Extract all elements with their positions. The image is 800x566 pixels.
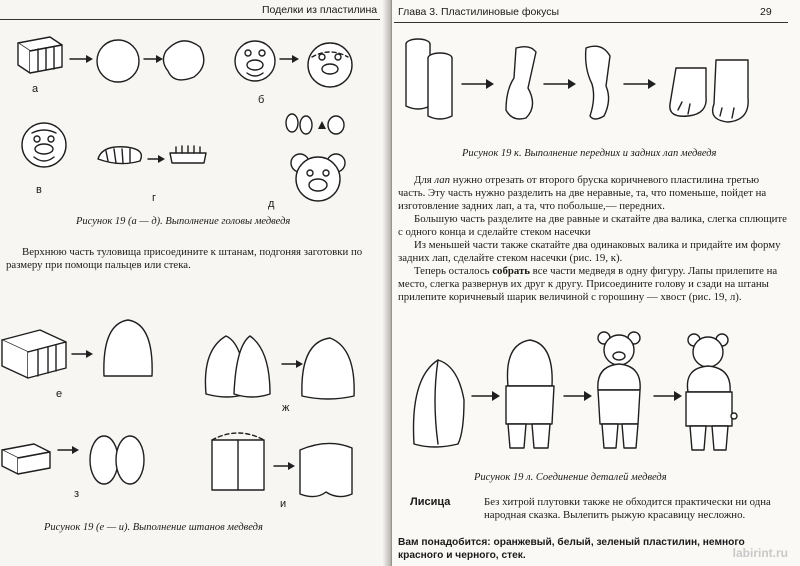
section-title: Лисица: [410, 496, 451, 508]
paragraph-1: [398, 174, 788, 213]
left-running-header: Поделки из пластилина: [262, 4, 378, 16]
section-text: Без хитрой плутовки также не обходится практически ни одна народная сказка. Вылепить рыжую красавицу несложно.: [484, 496, 771, 521]
caption-legs: Рисунок 19 к. Выполнение передних и задних лап медведя: [462, 148, 717, 159]
p1-emphasis: лап: [434, 174, 451, 186]
label-b: б: [258, 94, 265, 106]
label-g: г: [152, 192, 157, 204]
label-e: е: [56, 388, 63, 400]
p1-pre: Для: [414, 174, 435, 186]
page-number: 29: [760, 6, 772, 18]
left-page: [0, 0, 392, 566]
label-v: в: [36, 184, 42, 196]
paragraph-2: Большую часть разделите на две равные и скатайте два валика, слегка сплющите с одного конца и сделайте стеком насечки: [398, 213, 787, 238]
materials-line: Вам понадобится: оранжевый, белый, зеленый пластилин, немного красного и черного, стек.: [398, 537, 745, 561]
legs-figure: [398, 28, 788, 138]
left-header-rule: [0, 19, 380, 20]
right-running-header: Глава 3. Пластилиновые фокусы: [398, 6, 560, 18]
label-i: и: [280, 498, 287, 510]
caption-head: Рисунок 19 (а — д). Выполнение головы медведя: [76, 216, 291, 227]
right-body-text: [398, 174, 788, 304]
p1-post: нужно отрезать от второго бруска коричневого пластилина третью часть. Эту часть нужно разделить на две неравные, та, что поменьше, пойдет на изготовление задних лап, а та, что побольше,— передних.: [398, 174, 767, 212]
caption-assembly: Рисунок 19 л. Соединение деталей медведя: [474, 472, 667, 483]
p4-bold: собрать: [492, 265, 530, 277]
p4-post: все части медведя в одну фигуру. Лапы прилепите на место, слегка развернув их друг к другу. Присоедините голову и сзади на штаны прилепите коричневый шарик величиной с горошину — хвост (рис. 19, л).: [398, 265, 778, 303]
pants-figure: [0, 300, 380, 520]
left-paragraph: Верхнюю часть туловища присоедините к штанам, подгоняя заготовки по размеру при помощи пальцев или стека.: [6, 246, 363, 271]
label-zh: ж: [282, 402, 290, 414]
right-page: [392, 0, 800, 566]
paragraph-4: [398, 265, 788, 304]
p4-pre: Теперь осталось: [414, 265, 493, 277]
label-a: а: [32, 83, 39, 95]
right-header-rule: [394, 22, 788, 23]
paragraph-3: Из меньшей части также скатайте два одинаковых валика и придайте им форму задних лап, сделайте стеком насечки (рис. 19, к).: [398, 239, 781, 264]
label-z: з: [74, 488, 80, 500]
assembly-figure: [398, 320, 788, 460]
caption-pants: Рисунок 19 (е — и). Выполнение штанов медведя: [44, 522, 263, 533]
watermark: labirint.ru: [732, 546, 788, 560]
label-d: д: [268, 198, 275, 210]
head-figure-row1: [10, 25, 370, 205]
